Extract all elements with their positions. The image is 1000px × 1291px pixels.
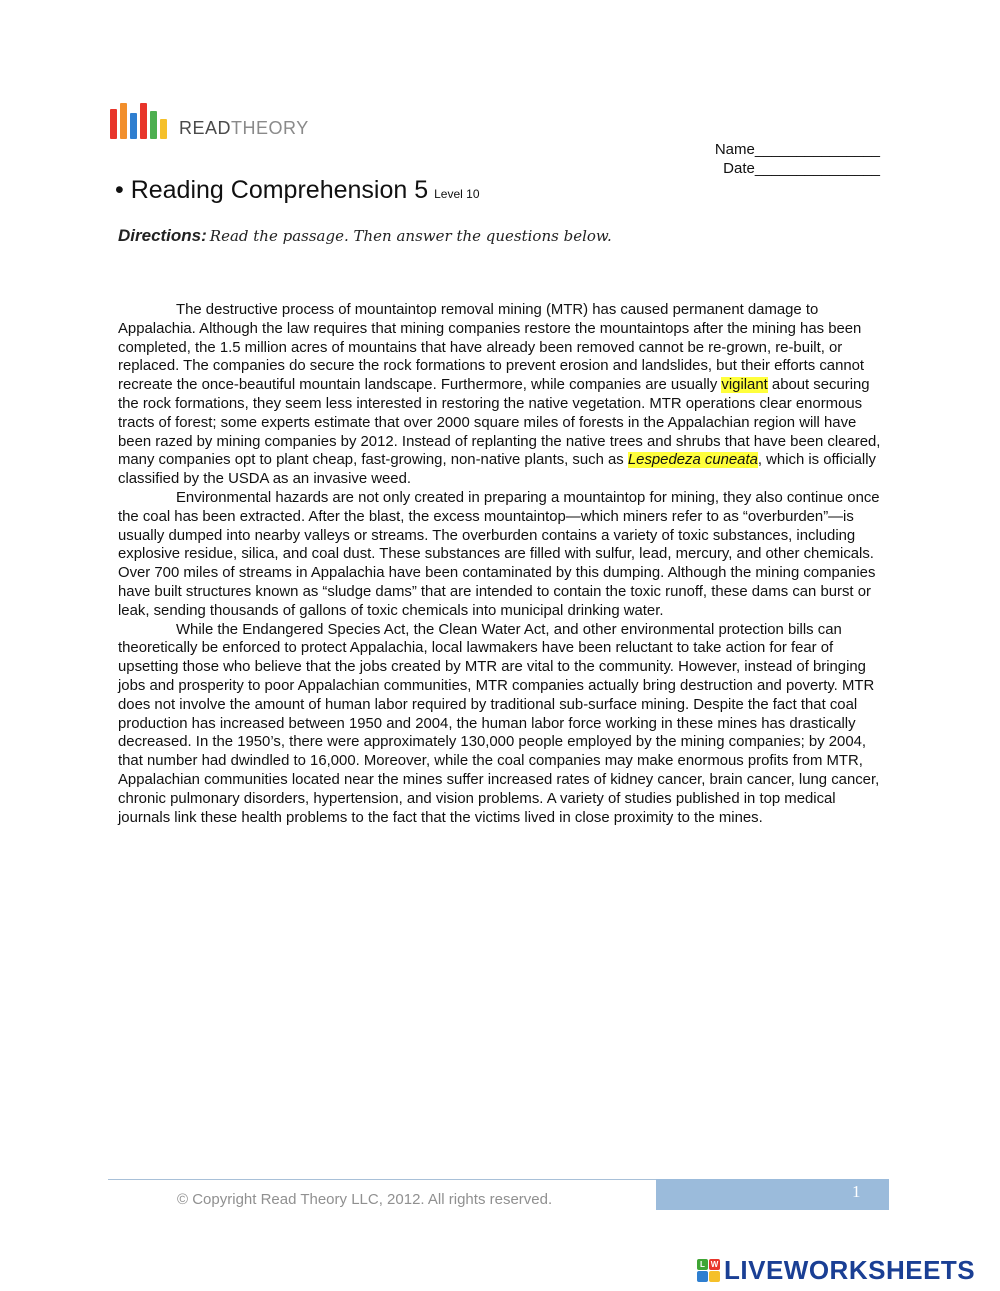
directions-label: Directions: [118,226,207,245]
highlight-vigilant: vigilant [721,377,768,394]
directions-text: Read the passage. Then answer the questions below. [209,227,612,245]
liveworksheets-text: LIVEWORKSHEETS [724,1255,976,1285]
logo-read: READ [179,118,232,138]
p1-before: The destructive process of mountaintop removal mining (MTR) has caused permanent damage to Appalachia. Although the law requires that mining companies restore the mountaintops after the mining has been completed, the 1.5 million acres of mountains that have already been removed cannot be re-grown, re-built, or replaced. The companies do secure the rock formations to prevent erosion and landslides, but their efforts cannot recreate the once-beautiful mountain landscape. Furthermore, while companies are usually [118,302,865,394]
book-5 [150,111,157,139]
name-date-fields [715,140,880,178]
paragraph-2: Environmental hazards are not only created in preparing a mountaintop for mining, they also continue once the coal has been extracted. After the blast, the excess mountaintop—which miners refer to as “overburden”—is usually dumped into nearby valleys or streams. The overburden contains a variety of toxic substances, including explosive residue, silica, and coal dust. These substances are filled with sulfur, lead, mercury, and other chemicals. Over 700 miles of streams in Appalachia have been contaminated by this dumping. Although the mining companies have built structures known as “sludge dams” that are intended to contain the toxic runoff, these dams can burst or leak, sending thousands of gallons of toxic chemicals into municipal drinking water. [118,489,880,619]
date-field: Date_______________ [723,160,880,177]
paragraph-1 [118,301,884,489]
highlight-lespedeza: Lespedeza cuneata [627,452,758,469]
lw-cube: L [697,1259,708,1270]
title-main: • Reading Comprehension 5 [115,176,429,204]
lw-cube [709,1271,720,1282]
book-2 [120,103,127,139]
book-3 [130,113,137,139]
book-4 [140,103,147,139]
readtheory-logo [110,103,309,139]
reading-passage [118,301,884,827]
name-field: Name_______________ [714,141,880,158]
directions [118,226,612,246]
book-1 [110,109,117,139]
lw-cube [697,1271,708,1282]
footer-divider [108,1179,656,1180]
liveworksheets-watermark [697,1255,975,1286]
lw-cube: W [710,1260,719,1269]
p1-middle: about securing the rock formations, they seem less interested in restoring the native vegetation. MTR operations clear enormous tracts of forest; some experts estimate that over 2000 square miles of forests in the Appalachian region will have been razed by mining companies by 2012. Instead of replanting the native trees and shrubs that have been cleared, many companies opt to plant cheap, fast-growing, non-native plants, such as [118,377,881,469]
books-icon [110,103,167,139]
p1-after: , which is officially classified by the USDA as an invasive weed. [118,452,876,488]
page-title [115,176,480,205]
book-6 [160,119,167,139]
paragraph-3: While the Endangered Species Act, the Clean Water Act, and other environmental protection bills can theoretically be enforced to protect Appalachia, local lawmakers have been reluctant to take action for fear of upsetting those who believe that the jobs created by MTR are vital to the community. However, instead of bringing jobs and prosperity to poor Appalachian communities, MTR companies actually bring destruction and poverty. MTR does not involve the amount of human labor required by traditional sub-surface mining. Despite the fact that coal production has increased between 1950 and 2004, the human labor force working in these mines has drastically decreased. In the 1950’s, there were approximately 130,000 people employed by the mining companies; by 2004, that number had dwindled to 16,000. Moreover, while the coal companies may make enormous profits from MTR, Appalachian communities located near the mines suffer increased rates of kidney cancer, brain cancer, lung cancer, chronic pulmonary disorders, hypertension, and vision problems. A variety of studies published in top medical journals link these health problems to the fact that the victims lived in close proximity to the mines. [118,621,880,826]
title-level: Level 10 [434,187,480,201]
logo-theory: THEORY [231,118,309,138]
logo-wordmark [179,119,309,137]
copyright-text: © Copyright Read Theory LLC, 2012. All rights reserved. [177,1191,553,1208]
liveworksheets-cubes-icon [697,1259,720,1282]
page-number: 1 [852,1182,861,1201]
